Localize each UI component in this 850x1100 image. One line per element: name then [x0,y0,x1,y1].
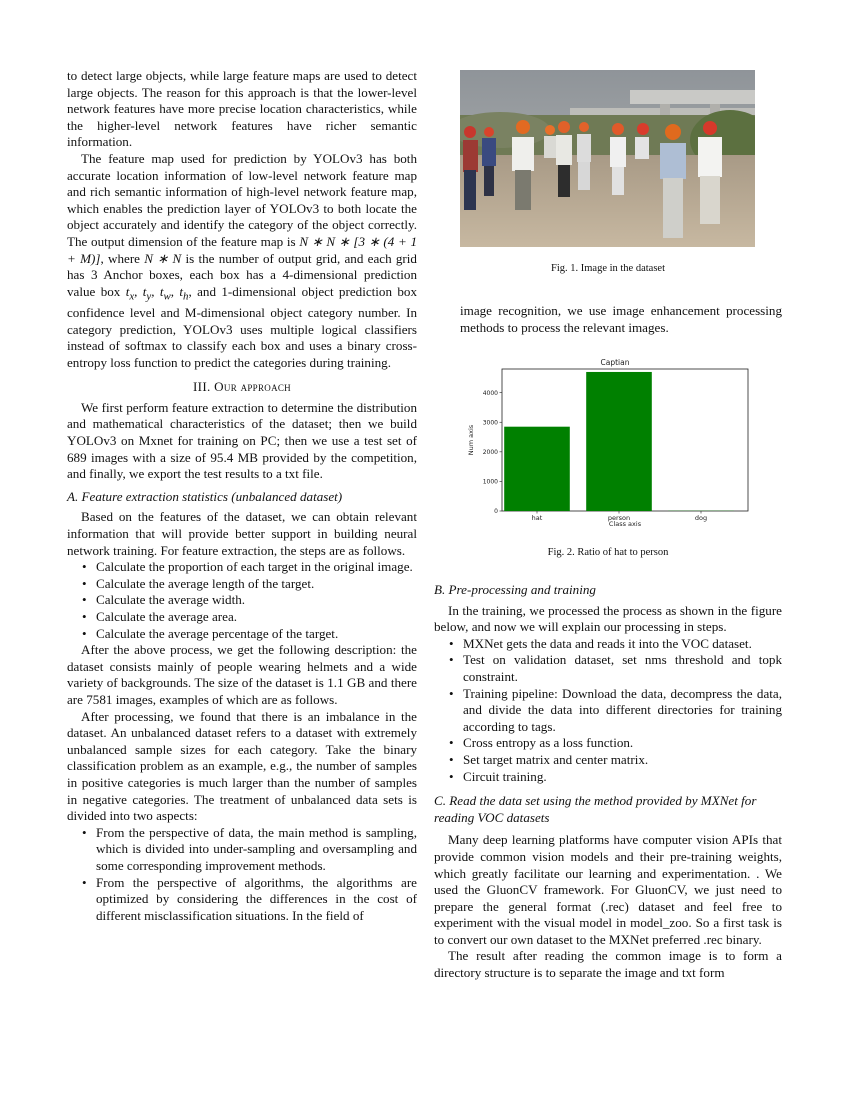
list-item: • From the perspective of data, the main method is sampling, which is divided into under-sampling and oversampling and some corresponding improvement methods. [96,825,417,875]
paragraph: The feature map used for prediction by YOLOv3 has both accurate location information of low-level network feature map and rich semantic information of high-level network feature map, which enables the prediction layer of YOLOv3 to both locate the object accurately and identify the category of the object correctly. The output dimension of the feature map is N ∗ N ∗ [3 ∗ (4 + 1 + M)], where N ∗ N is the number of output grid, and each grid has 3 Anchor boxes, each box has a 4-dimensional prediction value box $t_x$, $t_y$, $t_w$, $t_h$, and 1-dimensional object prediction box confidence level and M-dimensional object category number. In category prediction, YOLOv3 uses multiple logical classifiers instead of softmax to classify each box and uses a binary cross-entropy loss function to predict the categories during training. [67,150,418,370]
list-item: • Set target matrix and center matrix. [463,752,782,769]
y-tick-label: 1000 [482,478,498,486]
x-tick-label: hat [531,514,543,522]
subsection-heading: C. Read the data set using the method provided by MXNet for reading VOC datasets [434,793,757,825]
section-heading: III. Our approach [193,379,291,395]
right-paragraph-1 [460,303,782,336]
list-item: • Test on validation dataset, set nms threshold and topk constraint. [463,652,782,685]
subsection-heading: A. Feature extraction statistics (unbalanced dataset) [67,488,343,504]
paragraph: After the above process, we get the following description: the dataset consists mainly of people wearing helmets and a wide variety of backgrounds. The size of the dataset is 1.1 GB and there are 7581 images, examples of which are as follows. [67,642,417,707]
formula: $t_x$, $t_y$, $t_w$, $t_h$ [125,283,189,303]
list-item: • Calculate the average area. [96,609,417,626]
y-tick-label: 4000 [482,389,498,397]
y-axis-label: Num axis [467,424,475,456]
list-item: • From the perspective of algorithms, the algorithms are optimized by considering the differences in the cost of different misclassification situations. In the field of [96,875,417,925]
formula: N ∗ N [144,250,182,266]
list-item: • Calculate the average percentage of the target. [96,626,417,643]
chart-title: Captian [600,358,630,367]
list-item: • Calculate the proportion of each target in the original image. [96,559,417,576]
bar-hat [504,427,570,511]
figure-2-caption: Fig. 2. Ratio of hat to person [547,547,669,558]
bullet-list [67,559,417,642]
paragraph: Based on the features of the dataset, we can obtain relevant information that will provide better support in building neural network training. For feature extraction, the steps are as follows. [67,509,417,558]
list-item: • Training pipeline: Download the data, decompress the data, and divide the data into different directories for training according to tags. [463,686,782,736]
x-tick-label: person [607,514,631,522]
bar-chart [461,355,761,530]
paragraph: In the training, we processed the process as shown in the figure below, and now we will explain our processing in steps. [434,602,782,635]
bar-person [586,372,652,511]
x-tick-label: dog [694,514,708,522]
paragraph: Many deep learning platforms have computer vision APIs that provide common vision models and their pre-training weights, which greatly facilitate our learning and experimentation. . We used the GluonCV framework. For GluonCV, we just need to prepare the general format (.rec) dataset and feel free to experiment with the visual model in model_zoo. So a first task is to convert our own dataset to the MXNet preferred .rec binary. [434,832,782,947]
formula: N ∗ N ∗ [3 ∗ (4 + 1 + M)] [67,233,418,266]
left-column [67,68,417,924]
paragraph: image recognition, we use image enhancement processing methods to process the relevant images. [460,303,782,335]
x-axis-label: Class axis [608,520,642,528]
list-item: • Circuit training. [463,769,782,786]
list-item: • Calculate the average width. [96,592,417,609]
right-lower-text [434,582,782,982]
figure-1-caption: Fig. 1. Image in the dataset [550,263,665,274]
list-item: • MXNet gets the data and reads it into the VOC dataset. [463,636,782,653]
y-tick-label: 3000 [482,419,498,427]
paragraph: We first perform feature extraction to determine the distribution and mathematical characteristics of the dataset; then we build YOLOv3 on Mxnet for training on PC; then we use a test set of 689 images with a size of 95.4 MB provided by the competition, and finally, we export the test results to a txt file. [67,399,417,482]
y-tick-label: 0 [494,508,498,516]
paragraph: After processing, we found that there is an imbalance in the dataset. An unbalanced dataset refers to a dataset with extremely unbalanced sample sizes for each category. Take the binary classification problem as an example, e.g., the number of samples in positive categories is much larger than the number of samples in negative categories. The treatment of unbalanced data sets is divided into two aspects: [67,708,417,824]
subsection-heading: B. Pre-processing and training [434,582,596,597]
y-tick-label: 2000 [482,449,498,457]
bullet-list [67,825,417,925]
list-item: • Cross entropy as a loss function. [463,735,782,752]
paragraph: to detect large objects, while large feature maps are used to detect large objects. The reason for this approach is that the lower-level network features have more precise location characteristics, while the higher-level network features have richer semantic information. [67,68,417,150]
list-item: • Calculate the average length of the target. [96,576,417,593]
bullet-list [434,636,782,785]
paragraph: The result after reading the common image is to form a directory structure is to separate the image and txt form [434,948,782,981]
dataset-photo [460,70,755,247]
